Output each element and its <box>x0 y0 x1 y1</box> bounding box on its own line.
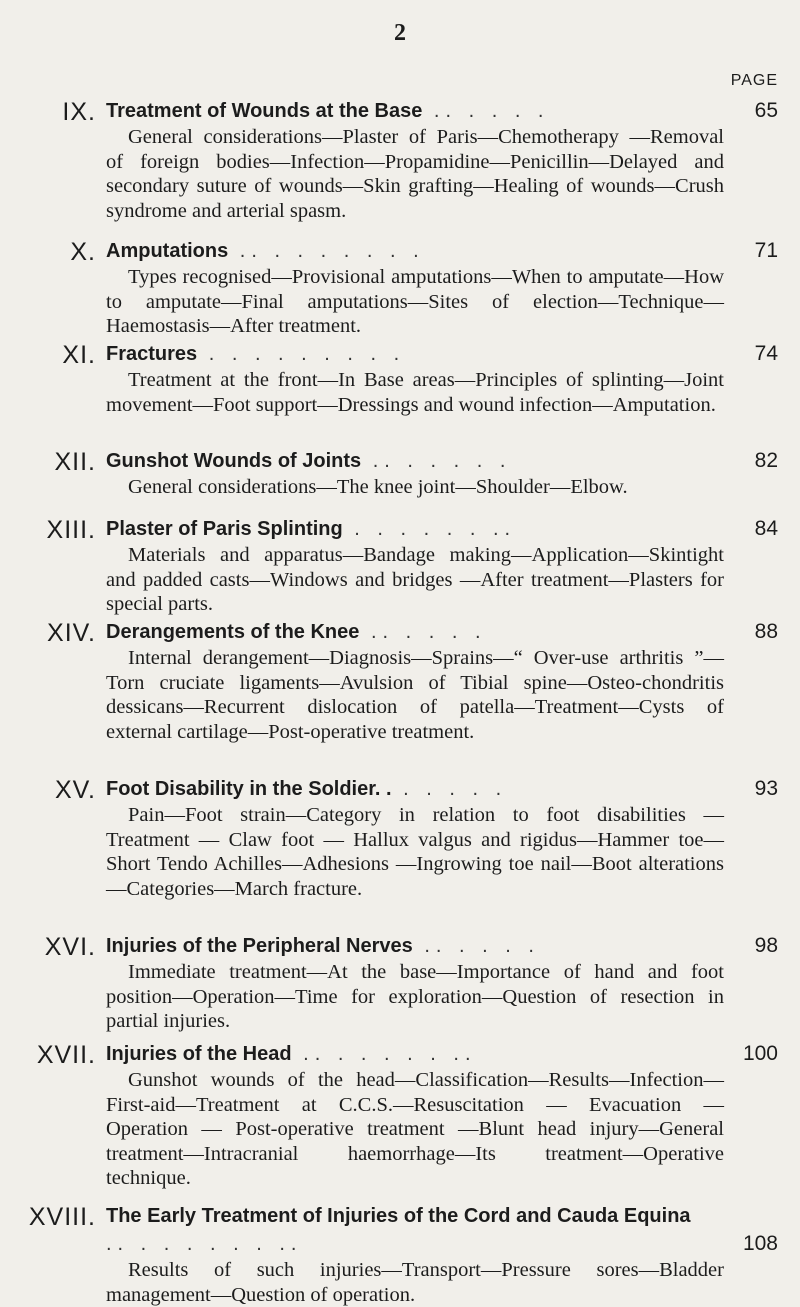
chapter-number: XVI. <box>44 933 96 961</box>
chapter-title: Fractures . . . . . . . . . <box>106 343 406 365</box>
page-number: 82 <box>754 449 778 472</box>
chapter-number: IX. <box>62 98 96 126</box>
chapter-number: XI. <box>62 341 96 369</box>
page-column-label: PAGE <box>730 72 778 89</box>
page-number: 71 <box>754 239 778 262</box>
chapter-number: XIV. <box>47 619 96 647</box>
chapter-description: Treatment at the front—In Base areas—Principles of splinting—Joint movement—Foot support—Dressings and wound infection—Amputation. <box>106 369 724 416</box>
page-number: 88 <box>754 620 778 643</box>
page-number: 93 <box>754 777 778 800</box>
chapter-title: Injuries of the Peripheral Nerves .. . . . . <box>106 935 540 957</box>
chapter-title: Foot Disability in the Soldier. . . . . . . <box>106 778 508 800</box>
chapter-description: General considerations—Plaster of Paris—Chemotherapy —Removal of foreign bodies—Infection—Propamidine—Penicillin—Delayed and secondary suture of wounds—Skin grafting—Healing of wounds—Crush syndrome and arterial spasm. <box>106 126 724 222</box>
chapter-description: Pain—Foot strain—Category in relation to foot disabilities — Treatment — Claw foot — Hallux valgus and rigidus—Hammer toe—Short Tendo Achilles—Adhesions —Ingrowing toe nail—Boot alterations—Categories—March fracture. <box>106 804 724 900</box>
chapter-description: Results of such injuries—Transport—Pressure sores—Bladder management—Question of operation. <box>106 1259 724 1306</box>
chapter-title: Amputations .. . . . . . . . <box>106 240 425 262</box>
page-number: 100 <box>742 1042 778 1065</box>
chapter-number: XVIII. <box>28 1203 96 1231</box>
page-folio: 2 <box>394 20 406 46</box>
chapter-number: XVII. <box>36 1041 96 1069</box>
chapter-number: XV. <box>54 776 96 804</box>
chapter-description: General considerations—The knee joint—Shoulder—Elbow. <box>128 476 628 498</box>
chapter-title: Gunshot Wounds of Joints .. . . . . . <box>106 450 512 472</box>
chapter-description: Gunshot wounds of the head—Classification—Results—Infection—First-aid—Treatment at C.C.S.—Resuscitation — Evacuation — Operation — Post-operative treatment —Blunt head injury—General treatment—Intracranial haemorrhage—Its treatment—Operative technique. <box>106 1069 724 1189</box>
chapter-title: Treatment of Wounds at the Base .. . . . . <box>106 100 550 122</box>
page-number: 84 <box>754 517 778 540</box>
page-number: 108 <box>742 1232 778 1255</box>
page-number: 98 <box>754 934 778 957</box>
chapter-description: Types recognised—Provisional amputations—When to amputate—How to amputate—Final amputations—Sites of election—Technique—Haemostasis—After treatment. <box>106 266 724 337</box>
chapter-title: Derangements of the Knee .. . . . . <box>106 621 487 643</box>
chapter-number: XIII. <box>46 516 96 544</box>
chapter-title: The Early Treatment of Injuries of the Cord and Cauda Equina .. . . . . . . .. <box>106 1205 691 1255</box>
chapter-title: Injuries of the Head .. . . . . . .. <box>106 1043 477 1065</box>
page-number: 65 <box>754 99 778 122</box>
chapter-title: Plaster of Paris Splinting . . . . . . .. <box>106 518 517 540</box>
chapter-description: Materials and apparatus—Bandage making—Application—Skintight and padded casts—Windows and bridges —After treatment—Plasters for special parts. <box>106 544 724 615</box>
chapter-description: Internal derangement—Diagnosis—Sprains—“ Over-use arthritis ”—Torn cruciate ligaments—Avulsion of Tibial spine—Osteo-chondritis dessicans—Recurrent dislocation of patella—Treatment—Cysts of external cartilage—Post-operative treatment. <box>106 647 724 743</box>
chapter-number: XII. <box>54 448 96 476</box>
chapter-number: X. <box>70 238 96 266</box>
chapter-description: Immediate treatment—At the base—Importance of hand and foot position—Operation—Time for exploration—Question of resection in partial injuries. <box>106 961 724 1032</box>
page-number: 74 <box>754 342 778 365</box>
